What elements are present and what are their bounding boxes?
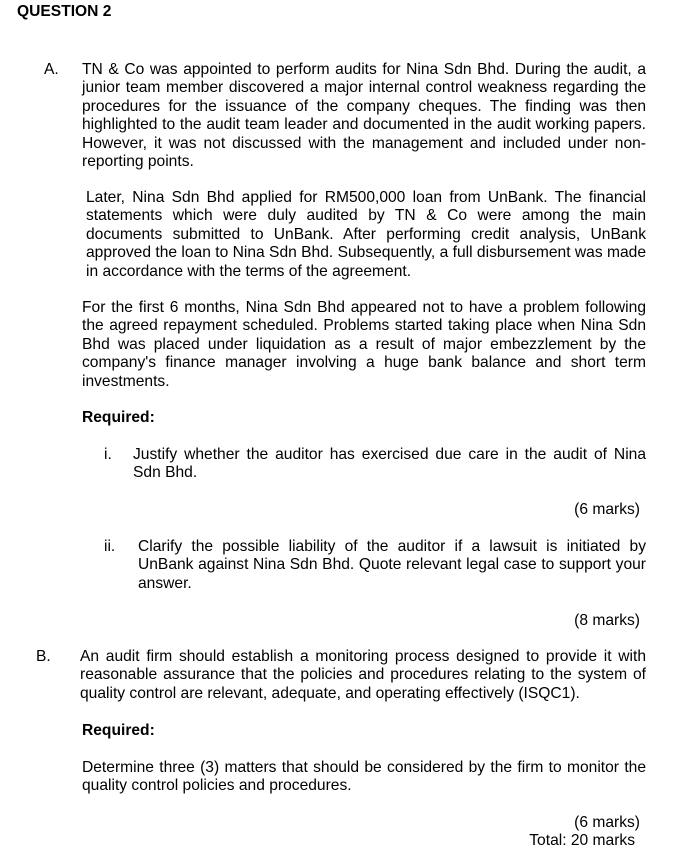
section-b-paragraph-1: An audit firm should establish a monitoring process designed to provide it with reasonable assurance that the policies and procedures relating to the system of quality control are relevant, adequate, and operating effectively (ISQC1). xyxy=(80,648,646,702)
item-i-text xyxy=(133,446,646,483)
section-a-paragraph-1: TN & Co was appointed to perform audits for Nina Sdn Bhd. During the audit, a junior team member discovered a major internal control weakness regarding the procedures for the issuance of the company cheques. The finding was then highlighted to the audit team leader and documented in the audit working papers. However, it was not discussed with the management and included under non-reporting points. xyxy=(82,61,646,171)
section-b-label: B. xyxy=(36,648,51,665)
item-ii-text: Clarify the possible liability of the auditor if a lawsuit is initiated by UnBank against Nina Sdn Bhd. Quote relevant legal case to support your answer. xyxy=(138,538,646,592)
item-ii-marks: (8 marks) xyxy=(574,612,640,629)
section-a-paragraph-3: For the first 6 months, Nina Sdn Bhd appeared not to have a problem following the agreed repayment scheduled. Problems started taking place when Nina Sdn Bhd was placed under liquidation as a result of major embezzlement by the company's finance manager involving a huge bank balance and short term investments. xyxy=(82,299,646,390)
question-title: QUESTION 2 xyxy=(17,3,112,20)
total-marks: Total: 20 marks xyxy=(529,832,635,849)
item-ii-number: ii. xyxy=(104,538,116,555)
section-b-marks: (6 marks) xyxy=(574,814,640,831)
section-b-required-heading: Required: xyxy=(82,722,155,739)
item-i-text-content: Justify whether the auditor has exercised due care in the audit of Nina Sdn Bhd. xyxy=(133,446,646,482)
item-i-marks: (6 marks) xyxy=(574,501,640,518)
item-i-number: i. xyxy=(104,446,112,463)
section-a-paragraph-2: Later, Nina Sdn Bhd applied for RM500,000 loan from UnBank. The financial statements which were duly audited by TN & Co were among the main documents submitted to UnBank. After performing credit analysis, UnBank approved the loan to Nina Sdn Bhd. Subsequently, a full disbursement was made in accordance with the terms of the agreement. xyxy=(86,189,646,280)
section-a-label: A. xyxy=(44,61,59,78)
section-b-task: Determine three (3) matters that should be considered by the firm to monitor the quality control policies and procedures. xyxy=(82,759,646,795)
section-a-required-heading: Required: xyxy=(82,409,155,426)
